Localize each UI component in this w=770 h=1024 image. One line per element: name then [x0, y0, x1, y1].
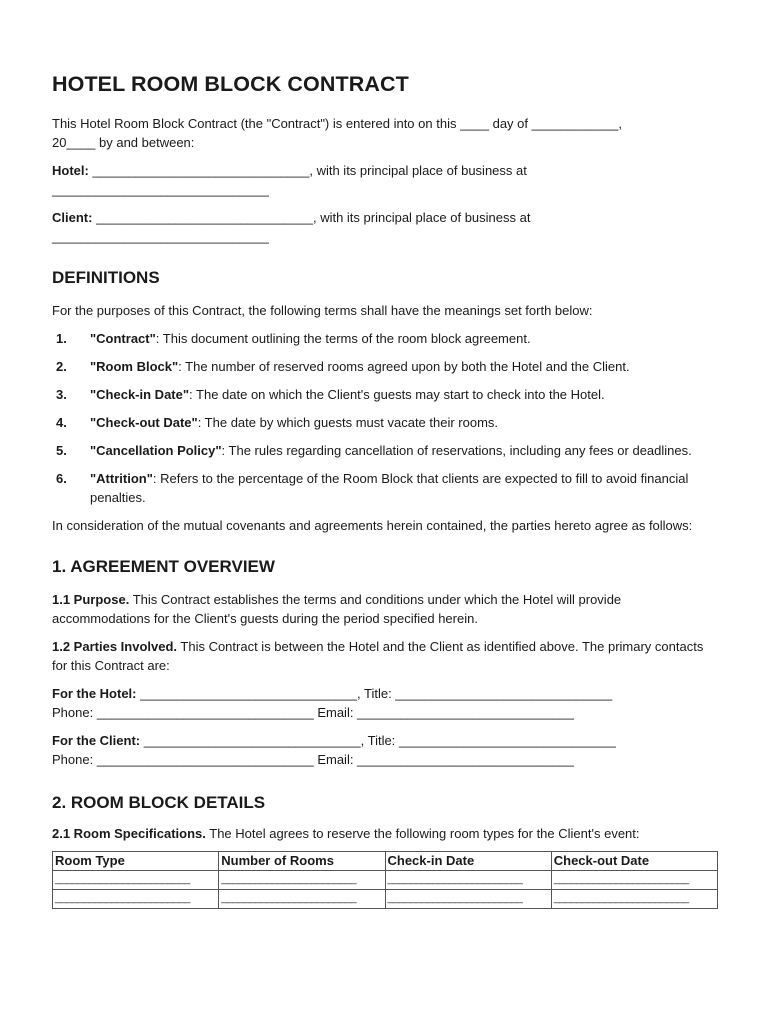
client-contact-line-2: Phone: ______________________________ Email: ______________________________: [52, 752, 574, 767]
purpose-label: 1.1 Purpose.: [52, 592, 130, 607]
definition-number: 4.: [56, 415, 67, 430]
client-contact: [52, 731, 722, 769]
table-cell[interactable]: ________________________: [219, 890, 385, 909]
definition-item: [52, 469, 722, 507]
table-cell[interactable]: ________________________: [551, 871, 717, 890]
intro-paragraph: [52, 114, 722, 152]
definition-item: [52, 329, 722, 348]
definition-number: 5.: [56, 443, 67, 458]
section-1-heading: 1. AGREEMENT OVERVIEW: [52, 557, 275, 576]
definition-text: : This document outlining the terms of the room block agreement.: [155, 331, 531, 346]
parties-label: 1.2 Parties Involved.: [52, 639, 178, 654]
hotel-contact-label: For the Hotel:: [52, 686, 137, 701]
hotel-party: [52, 161, 722, 199]
document-title: HOTEL ROOM BLOCK CONTRACT: [52, 72, 409, 96]
definition-term: "Check-out Date": [90, 415, 198, 430]
room-specifications-text: The Hotel agrees to reserve the following room types for the Client's event:: [205, 826, 640, 841]
definition-item: [52, 413, 722, 432]
table-row: [53, 890, 718, 909]
definition-number: 6.: [56, 471, 67, 486]
definition-term: "Contract": [90, 331, 156, 346]
definition-text: : The date by which guests must vacate their rooms.: [197, 415, 499, 430]
definition-term: "Cancellation Policy": [90, 443, 222, 458]
client-party: [52, 208, 722, 246]
client-contact-line-1: ______________________________, Title: ______________________________: [140, 733, 616, 748]
section-1-2-parties: [52, 637, 722, 675]
client-contact-label: For the Client:: [52, 733, 141, 748]
column-header-check-in-date: Check-in Date: [385, 852, 551, 871]
hotel-label: Hotel:: [52, 163, 89, 178]
purpose-text: This Contract establishes the terms and conditions under which the Hotel will provide accommodations for the Client's guests during the period specified herein.: [52, 592, 622, 626]
table-cell[interactable]: ________________________: [385, 871, 551, 890]
definition-term: "Room Block": [90, 359, 179, 374]
definition-text: : The date on which the Client's guests may start to check into the Hotel.: [189, 387, 605, 402]
table-cell[interactable]: ________________________: [385, 890, 551, 909]
definitions-intro: For the purposes of this Contract, the following terms shall have the meanings set forth below:: [52, 303, 593, 318]
section-2-heading: 2. ROOM BLOCK DETAILS: [52, 793, 266, 812]
definition-number: 2.: [56, 359, 67, 374]
table-cell[interactable]: ________________________: [53, 871, 219, 890]
client-text: ______________________________, with its principal place of business at: [92, 210, 531, 225]
column-header-number-of-rooms: Number of Rooms: [219, 852, 385, 871]
definitions-closing: In consideration of the mutual covenants and agreements herein contained, the parties hereto agree as follows:: [52, 518, 693, 533]
client-label: Client:: [52, 210, 93, 225]
table-cell[interactable]: ________________________: [219, 871, 385, 890]
definition-item: [52, 357, 722, 376]
intro-line-1: This Hotel Room Block Contract (the "Contract") is entered into on this ____ day of ____________,: [52, 116, 622, 131]
definition-term: "Attrition": [90, 471, 153, 486]
section-2-1-room-specifications: [52, 824, 722, 843]
definition-number: 1.: [56, 331, 67, 346]
room-specifications-label: 2.1 Room Specifications.: [52, 826, 206, 841]
hotel-contact-line-1: ______________________________, Title: ______________________________: [136, 686, 613, 701]
definition-number: 3.: [56, 387, 67, 402]
table-cell[interactable]: ________________________: [53, 890, 219, 909]
definition-text: : Refers to the percentage of the Room Block that clients are expected to fill to avoid financial penalties.: [90, 471, 689, 505]
document-content: [52, 70, 722, 909]
table-header-row: [53, 852, 718, 871]
definition-item: [52, 385, 722, 404]
hotel-contact: [52, 684, 722, 722]
hotel-text: ______________________________, with its principal place of business at: [88, 163, 527, 178]
definition-term: "Check-in Date": [90, 387, 190, 402]
client-address-blank: ______________________________: [52, 229, 269, 244]
table-row: [53, 871, 718, 890]
column-header-room-type: Room Type: [53, 852, 219, 871]
parties-text: This Contract is between the Hotel and the Client as identified above. The primary contacts for this Contract are:: [52, 639, 704, 673]
intro-line-2: 20____ by and between:: [52, 135, 195, 150]
hotel-address-blank: ______________________________: [52, 182, 269, 197]
definition-text: : The number of reserved rooms agreed upon by both the Hotel and the Client.: [178, 359, 630, 374]
table-cell[interactable]: ________________________: [551, 890, 717, 909]
section-1-1-purpose: [52, 590, 722, 628]
definitions-heading: DEFINITIONS: [52, 268, 160, 287]
column-header-check-out-date: Check-out Date: [551, 852, 717, 871]
hotel-contact-line-2: Phone: ______________________________ Email: ______________________________: [52, 705, 574, 720]
definition-text: : The rules regarding cancellation of reservations, including any fees or deadlines.: [221, 443, 692, 458]
room-types-table: [52, 851, 718, 909]
definitions-list: [52, 329, 722, 507]
definition-item: [52, 441, 722, 460]
